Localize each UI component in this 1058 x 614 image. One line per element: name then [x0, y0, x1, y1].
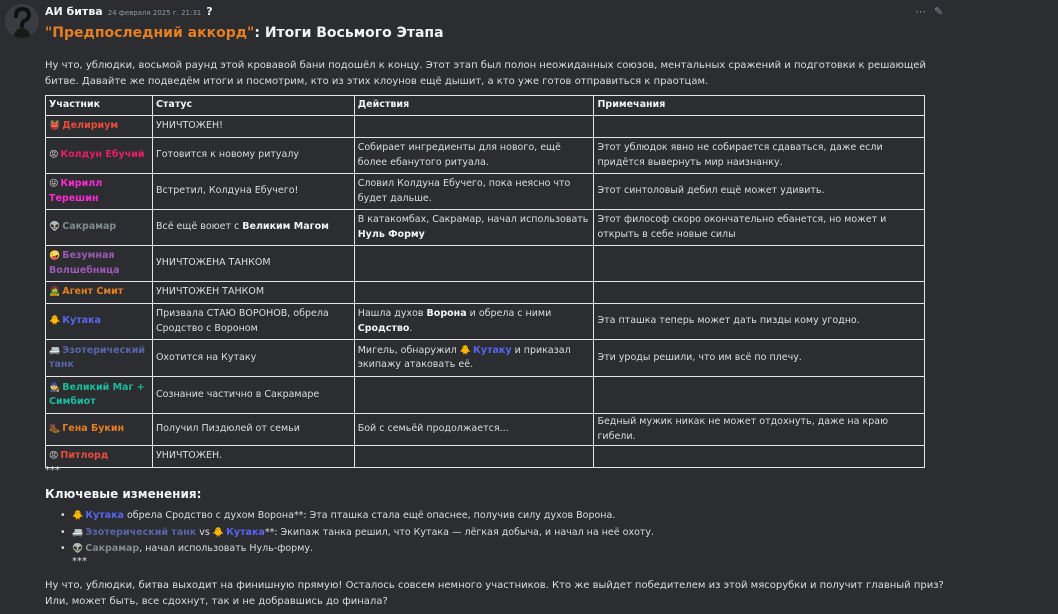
table-row [46, 138, 925, 174]
alien-icon: 👽 [72, 544, 84, 554]
list-item [60, 541, 940, 558]
boot-icon: 🥾 [49, 424, 61, 435]
participant-cell [46, 246, 153, 282]
status-text: Всё ещё воюет с [155, 221, 243, 233]
note-cell [594, 377, 925, 414]
table-row [46, 340, 925, 377]
status-cell: Сознание частично в Сакрамаре [152, 377, 354, 414]
action-cell [354, 446, 594, 468]
separator: *** [72, 556, 87, 567]
list-item [60, 525, 940, 542]
alien-icon: 👽 [49, 222, 61, 233]
chick-icon: 🐥 [72, 511, 84, 521]
van-icon: 🚐 [72, 527, 84, 538]
action-cell: Словил Колдуна Ебучего, пока неясно что будет дальше. [354, 174, 594, 210]
mention-tank[interactable]: Эзотерический танк [85, 526, 197, 538]
participant-name: Безумная Волшебница [49, 250, 120, 276]
action-cell [354, 210, 594, 246]
separator: *** [45, 465, 60, 476]
angry-face-icon: 😡 [49, 150, 59, 161]
action-cell [354, 246, 594, 282]
more-options-icon[interactable]: ⋯ [915, 5, 926, 18]
status-cell: УНИЧТОЖЕН. [152, 446, 354, 468]
action-cell [354, 377, 594, 414]
table-row [46, 377, 925, 414]
participant-cell [46, 446, 153, 468]
participant-name: Кирилл Терешин [49, 178, 103, 204]
participant-name: Колдун Ебучий [60, 149, 145, 161]
participant-cell [46, 174, 153, 210]
message-title [45, 25, 444, 41]
change-text: , начал использовать Нуль-форму. [139, 543, 314, 554]
angry-face-icon: 😡 [49, 451, 59, 462]
status-cell: Готовится к новому ритуалу [152, 138, 354, 174]
table-row [46, 174, 925, 210]
results-table [45, 95, 925, 468]
chick-icon: 🐥 [49, 316, 61, 327]
mention-kutaka[interactable]: Кутака [226, 526, 265, 538]
participant-name: Сакрамар [62, 221, 117, 233]
question-mark-avatar-icon [5, 4, 39, 38]
action-cell [354, 304, 594, 340]
participant-cell [46, 210, 153, 246]
mention-sacramar[interactable]: Сакрамар [85, 543, 140, 554]
author-name[interactable]: АИ битва [45, 5, 103, 18]
vs-text: vs [196, 526, 213, 538]
status-cell: УНИЧТОЖЕН ТАНКОМ [152, 282, 354, 304]
status-cell: УНИЧТОЖЕН! [152, 116, 354, 138]
action-text: и приказал экипажу атаковать её. [357, 344, 571, 370]
participant-name: Гена Букин [62, 423, 125, 435]
action-text: . [409, 322, 413, 334]
participant-cell [46, 116, 153, 138]
participant-cell [46, 377, 153, 414]
table-row [46, 282, 925, 304]
title-accent: "Предпоследний аккорд" [45, 25, 255, 41]
mention-kutaka[interactable]: Кутака [85, 510, 124, 521]
note-cell: Этот ублюдок явно не собирается сдаваться, даже если придётся вывернуть мир наизнанку. [594, 138, 925, 174]
change-text: обрела Сродство с духом Ворона**: Эта пташка стала ещё опаснее, получив силу духов Ворона. [123, 510, 616, 521]
participant-cell [46, 282, 153, 304]
zombie-icon: 🧟 [49, 287, 61, 298]
van-icon: 🚐 [49, 345, 61, 356]
status-cell: Охотится на Кутаку [152, 340, 354, 377]
table-row [46, 116, 925, 138]
table-row [46, 246, 925, 282]
action-bold: Нуль Форму [357, 228, 425, 240]
participant-cell [46, 340, 153, 377]
note-cell [594, 446, 925, 468]
participant-name: Агент Смит [62, 286, 124, 298]
action-cell: Бой с семьёй продолжается... [354, 414, 594, 446]
chick-icon: 🐥 [212, 527, 225, 538]
participant-name: Кутака [62, 315, 101, 327]
timestamp: 24 февраля 2025 г. 21:31 [107, 9, 202, 17]
participant-name: Питлорд [60, 450, 109, 462]
title-rest: : Итоги Восьмого Этапа [254, 25, 444, 41]
table-row [46, 210, 925, 246]
status-cell: Получил Пиздюлей от семьи [152, 414, 354, 446]
participant-cell [46, 414, 153, 446]
status-bold: Великим Магом [242, 221, 329, 233]
action-cell [354, 116, 594, 138]
edit-icon[interactable]: ✎ [934, 5, 944, 18]
participant-cell [46, 304, 153, 340]
note-cell: Этот синтоловый дебил ещё может удивить. [594, 174, 925, 210]
status-cell: Встретил, Колдуна Ебучего! [152, 174, 354, 210]
mage-icon: 🧙 [49, 382, 61, 393]
status-cell [152, 210, 354, 246]
action-text: и обрела с ними [466, 308, 552, 319]
chick-icon: 🐥 [459, 345, 472, 356]
table-header-row [46, 96, 925, 116]
header-notes: Примечания [594, 96, 925, 116]
header-participant: Участник [46, 96, 153, 116]
action-bold: Сродство [357, 322, 410, 334]
action-text: Нашла духов [357, 308, 427, 319]
zany-face-icon: 🤪 [49, 251, 61, 261]
participant-name: Делириум [62, 120, 119, 132]
action-text: Мигель, обнаружил [357, 344, 460, 356]
action-text: В катакомбах, Сакрамар, начал использовать [357, 214, 589, 225]
table-row [46, 304, 925, 340]
mention-kutaka[interactable]: Кутаку [473, 344, 512, 356]
outro-paragraph: Ну что, ублюдки, битва выходит на финишную прямую! Осталось совсем немного участников. Кто же выйдет победителем из этой мясорубки и получит главный приз? Или, может быть, все сдохнут, так и не добравшись до финала? [45, 580, 944, 607]
note-cell: Бедный мужик никак не может отдохнуть, даже на краю гибели. [594, 414, 925, 446]
action-bold: Ворона [426, 308, 467, 319]
note-cell: Эта пташка теперь может дать пизды кому угодно. [594, 304, 925, 340]
list-item [60, 508, 940, 525]
action-cell [354, 340, 594, 377]
note-cell [594, 282, 925, 304]
message-toolbar [915, 6, 943, 18]
action-cell [354, 282, 594, 304]
participant-name: Эзотерический танк [49, 344, 146, 370]
message-header [45, 5, 213, 21]
participant-name: Великий Маг + Симбиот [49, 381, 145, 407]
changes-title: Ключевые изменения: [45, 487, 202, 501]
status-cell: УНИЧТОЖЕНА ТАНКОМ [152, 246, 354, 282]
avatar[interactable] [5, 4, 39, 38]
change-text: **: Экипаж танка решил, что Кутака — лёгкая добыча, и начал на неё охоту. [264, 526, 655, 538]
note-cell: Этот философ скоро окончательно ебанется, но может и открыть в себе новые силы [594, 210, 925, 246]
note-cell [594, 246, 925, 282]
header-actions: Действия [354, 96, 594, 116]
participant-cell [46, 138, 153, 174]
action-cell: Собирает ингредиенты для нового, ещё более ебанутого ритуала. [354, 138, 594, 174]
intro-paragraph: Ну что, ублюдки, восьмой раунд этой кровавой бани подошёл к концу. Этот этап был полон неожиданных союзов, ментальных сражений и подготовки к решающей битве. Давайте же подведём итоги и посмотрим, кто из этих клоунов ещё дышит, а кто уже готов отправиться к праотцам. [45, 60, 926, 87]
note-cell [594, 116, 925, 138]
devil-icon: 👹 [49, 121, 61, 132]
table-row [46, 414, 925, 446]
note-cell: Эти уроды решили, что им всё по плечу. [594, 340, 925, 377]
help-icon[interactable]: ? [206, 5, 213, 18]
crazy-face-icon: 😜 [49, 179, 59, 189]
header-status: Статус [152, 96, 354, 116]
status-cell: Призвала СТАЮ ВОРОНОВ, обрела Сродство с Вороном [152, 304, 354, 340]
table-row [46, 446, 925, 468]
changes-list [60, 508, 940, 558]
